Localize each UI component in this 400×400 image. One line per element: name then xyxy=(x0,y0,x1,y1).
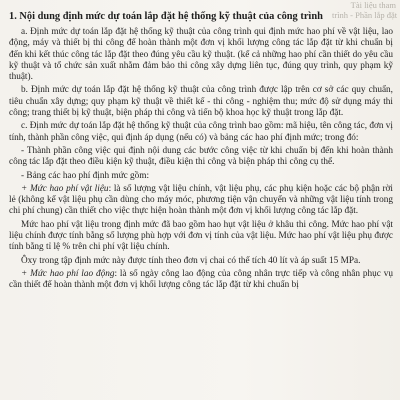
document-body xyxy=(9,10,394,291)
section-heading: 1. Nội dung định mức dự toán lắp đặt hệ thống kỹ thuật của công trình xyxy=(9,11,323,22)
paragraph-oxygen: Ôxy trong tập định mức này được tính theo đơn vị chai có thể tích 40 lít và áp suất 15 MPa. xyxy=(21,255,361,266)
bullet-norm-table: - Bảng các hao phí định mức gồm: xyxy=(21,170,150,181)
paragraph-labor xyxy=(9,268,393,291)
labor-text: : là số ngày công lao động của công nhân trực tiếp và công nhân phục vụ cần thiết để hoàn thành một đơn vị khối lượng công tác lắp đặt từ khi chuẩn bị xyxy=(9,268,393,291)
bleed-line-2: trình - Phần lắp đặt xyxy=(332,10,398,20)
bleed-line-1: Tài liệu tham xyxy=(350,0,396,10)
paragraph-a: a. Định mức dự toán lắp đặt hệ thống kỹ thuật của công trình qui định mức hao phí về vật liệu, lao động, máy và thiết bị thi công để hoàn thành một đơn vị khối lượng công tác lắp đặt từ khi chuẩn bị đến khi kết thúc công tác lắp đặt theo đúng yêu cầu kỹ thuật. (kể cả những hao phí cần thiết do yêu cầu kỹ thuật và tổ chức sản xuất nhằm đảm bảo thi công xây dựng liên tục, đúng quy trình, quy phạm kỹ thuật). xyxy=(9,27,393,83)
paragraph-b: b. Định mức dự toán lắp đặt hệ thống kỹ thuật của công trình được lập trên cơ sở các quy chuẩn, tiêu chuẩn xây dựng; quy phạm kỹ thuật về thiết kế - thi công - nghiệm thu; mức độ sử dụng máy thi công; trang thiết bị kỹ thuật, biện pháp thi công và tiến bộ khoa học kỹ thuật trong lắp đặt. xyxy=(9,85,393,119)
labor-label: + Mức hao phí lao động xyxy=(21,268,115,279)
paragraph-c: c. Định mức dự toán lắp đặt hệ thống kỹ thuật của công trình bao gồm: mã hiệu, tên công tác, đơn vị tính, thành phần công việc, qui định áp dụng (nếu có) và bảng các hao phí định mức; trong đó: xyxy=(9,121,393,143)
material-label: + Mức hao phí vật liệu xyxy=(21,183,109,194)
bullet-work-components: - Thành phần công việc qui định nội dung các bước công việc từ khi chuẩn bị đến khi hoàn thành công tác lắp đặt theo điều kiện kỹ thuật, điều kiện thi công và biện pháp thi công cụ thể. xyxy=(9,145,393,168)
paragraph-material-loss: Mức hao phí vật liệu trong định mức đã bao gồm hao hụt vật liệu ở khâu thi công. Mức hao phí vật liệu chính được tính bằng số lượng phù hợp với đơn vị tính của vật liệu. Mức hao phí vật liệu phụ được tính bằng tỉ lệ % trên chi phí vật liệu chính. xyxy=(9,219,393,253)
paragraph-material xyxy=(9,184,393,218)
material-text: : là số lượng vật liệu chính, vật liệu phụ, các phụ kiện hoặc các bộ phận rời lẻ (không kể vật liệu phụ cần dùng cho máy móc, phương tiện vận chuyển và những vật liệu tính trong chi phí chung) cần thiết cho việc thực hiện hoàn thành một đơn vị khối lượng công tác lắp đặt. xyxy=(9,183,394,217)
